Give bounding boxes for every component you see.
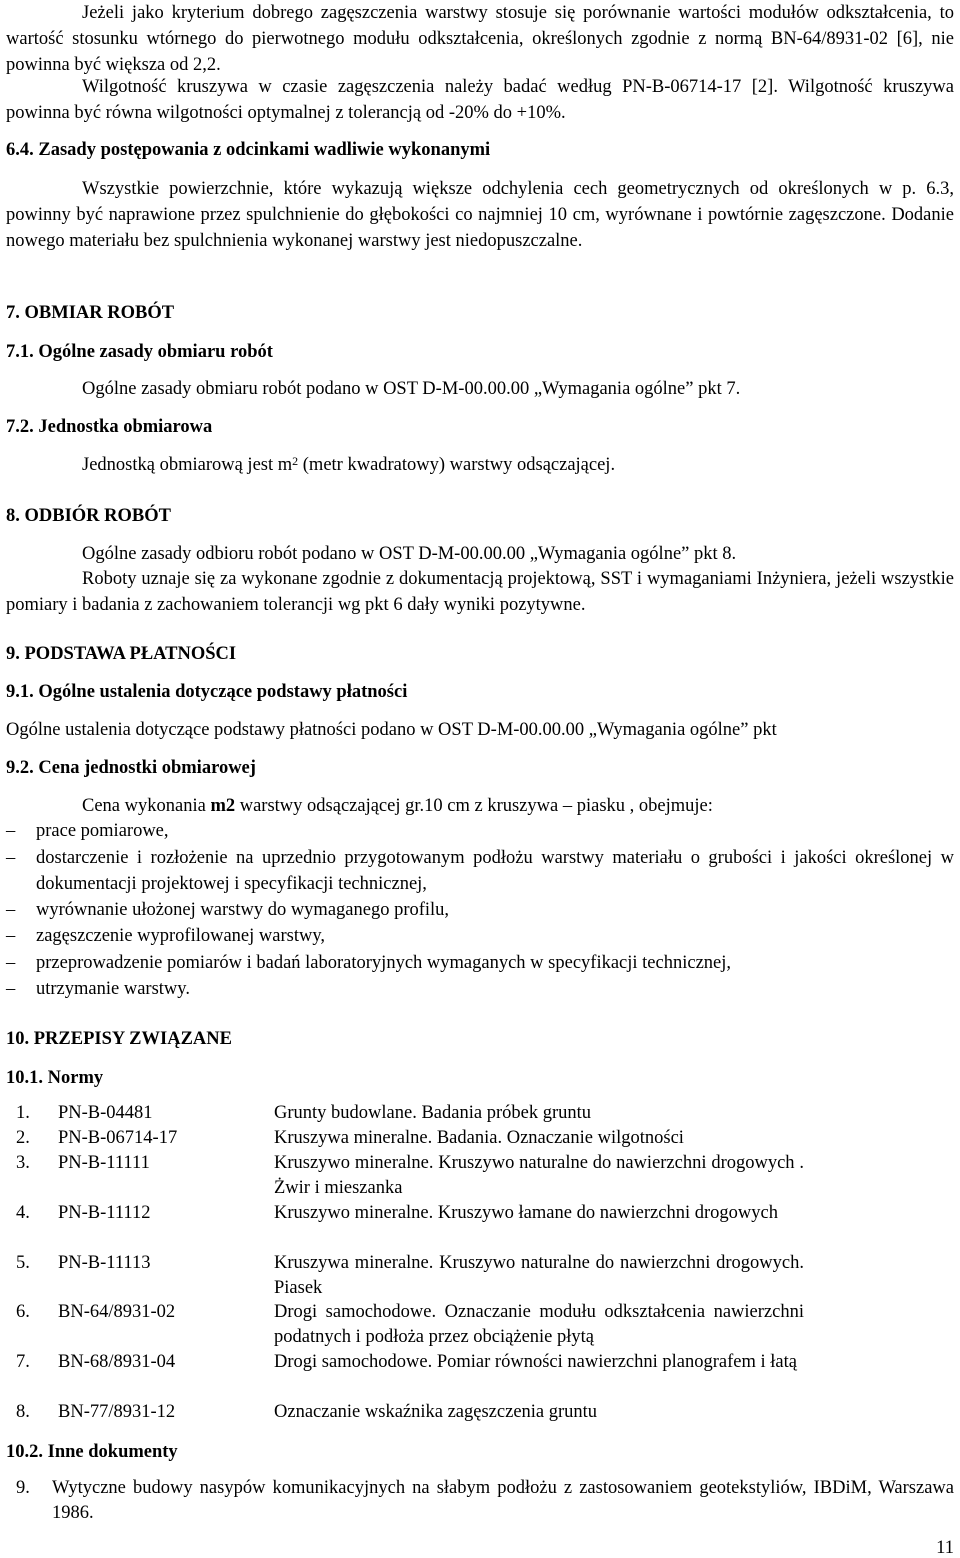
- section-7-1-text: Ogólne zasady obmiaru robót podano w OST D-M-00.00.00 „Wymagania ogólne” pkt 7.: [82, 379, 741, 399]
- page-number: 11: [936, 1538, 954, 1558]
- section-9-heading: 9. PODSTAWA PŁATNOŚCI: [6, 644, 237, 664]
- section-10-2-heading: 10.2. Inne dokumenty: [6, 1442, 178, 1462]
- section-7-2-text: Jednostką obmiarową jest $m^2$ (metr kwadratowy) warstwy odsączającej.: [82, 454, 616, 475]
- section-7-heading: 7. OBMIAR ROBÓT: [6, 303, 175, 323]
- section-8-heading: 8. ODBIÓR ROBÓT: [6, 506, 171, 526]
- section-10-1-heading: 10.1. Normy: [6, 1068, 104, 1088]
- section-10-heading: 10. PRZEPISY ZWIĄZANE: [6, 1029, 232, 1049]
- list-item: – prace pomiarowe,: [6, 821, 169, 841]
- section-9-2-intro: Cena wykonania m2 warstwy odsączającej gr.10 cm z kruszywa – piasku , obejmuje:: [82, 796, 713, 816]
- section-7-1-heading: 7.1. Ogólne zasady obmiaru robót: [6, 342, 273, 362]
- list-item: – zagęszczenie wyprofilowanej warstwy,: [6, 926, 326, 946]
- section-8-text-general: Ogólne zasady odbioru robót podano w OST D-M-00.00.00 „Wymagania ogólne” pkt 8.: [82, 544, 737, 564]
- intro-paragraph-moisture: Wilgotność kruszywa w czasie zagęszczenia należy badać według PN-B-06714-17 [2]. Wilgotność kruszywa powinna być równa wilgotności optymalnej z tolerancją od -20% do +10%.: [6, 77, 954, 123]
- intro-paragraph-modules: Jeżeli jako kryterium dobrego zagęszczenia warstwy stosuje się porównanie wartości modułów odkształcenia, to wartość stosunku wtórnego do pierwotnego modułu odkształcenia, określonych zgodnie z normą BN-64/8931-02 [6], nie powinna być większa od 2,2.: [6, 3, 954, 75]
- list-item: – utrzymanie warstwy.: [6, 979, 190, 999]
- section-6-4-text: Wszystkie powierzchnie, które wykazują większe odchylenia cech geometrycznych od określonych w p. 6.3, powinny być naprawione przez spulchnienie do głębokości co najmniej 10 cm, wyrównane i powtórnie zagęszczone. Dodanie nowego materiału bez spulchnienia wykonanej warstwy jest niedopuszczalne.: [6, 179, 954, 251]
- list-item: – przeprowadzenie pomiarów i badań laboratoryjnych wymaganych w specyfikacji technicznej,: [6, 953, 732, 973]
- section-6-4-heading: 6.4. Zasady postępowania z odcinkami wadliwie wykonanymi: [6, 140, 491, 160]
- section-9-1-text: Ogólne ustalenia dotyczące podstawy płatności podano w OST D-M-00.00.00 „Wymagania ogólne” pkt: [6, 720, 777, 740]
- section-9-2-heading: 9.2. Cena jednostki obmiarowej: [6, 758, 256, 778]
- section-7-2-heading: 7.2. Jednostka obmiarowa: [6, 417, 213, 437]
- section-8-text-acceptance: Roboty uznaje się za wykonane zgodnie z dokumentacją projektową, SST i wymaganiami Inżyniera, jeżeli wszystkie pomiary i badania z zachowaniem tolerancji wg pkt 6 dały wyniki pozytywne.: [6, 569, 954, 615]
- list-item: – dostarczenie i rozłożenie na uprzednio przygotowanym podłożu warstwy materiału o grubości i jakości określonej w dokumentacji projektowej i specyfikacji technicznej,: [6, 848, 954, 894]
- list-item: – wyrównanie ułożonej warstwy do wymaganego profilu,: [6, 900, 450, 920]
- section-9-1-heading: 9.1. Ogólne ustalenia dotyczące podstawy płatności: [6, 682, 408, 702]
